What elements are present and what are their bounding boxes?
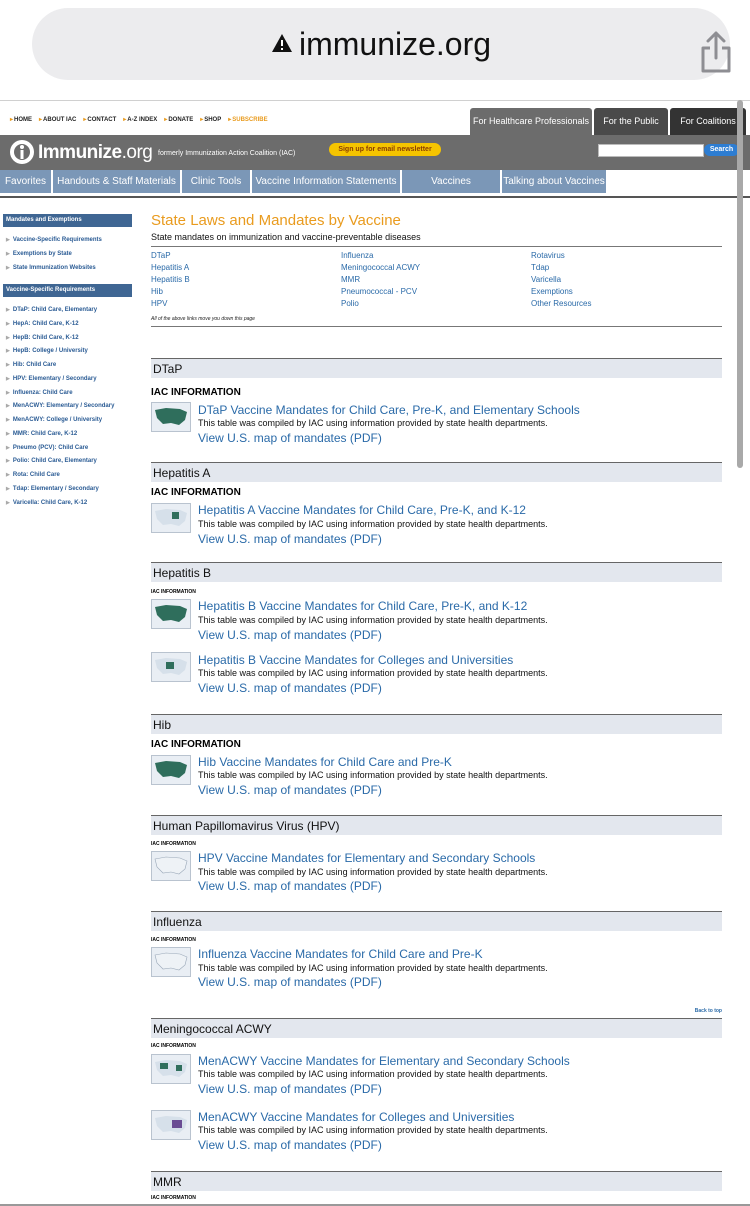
us-map-thumbnail[interactable] [151,947,191,977]
sidebar-link[interactable]: ▶ Rota: Child Care [6,472,60,478]
section-heading-text: Hib [153,718,172,732]
sidebar-link[interactable]: ▶ HepB: College / University [6,348,88,354]
sidebar-link[interactable]: ▶ Hib: Child Care [6,362,56,368]
jump-link-varicella[interactable]: Varicella [531,275,562,284]
mandate-document-link[interactable]: MenACWY Vaccine Mandates for Colleges and Universities [198,1110,515,1124]
util-contact-link[interactable]: ▸ CONTACT [83,116,116,123]
nav-talking-about-vaccines[interactable]: Talking about Vaccines [502,170,606,193]
item-description: This table was compiled by IAC using information provided by state health departments. [198,867,548,877]
divider [151,246,722,247]
divider [0,100,750,101]
map-pdf-link[interactable]: View U.S. map of mandates (PDF) [198,681,382,695]
section-heading-text: Meningococcal ACWY [153,1022,272,1036]
iac-info-label: IAC INFORMATION [151,937,196,943]
mandate-document-link[interactable]: Hepatitis B Vaccine Mandates for Colleges and Universities [198,653,514,667]
util-shop-link[interactable]: ▸ SHOP [200,116,221,123]
mandate-document-link[interactable]: DTaP Vaccine Mandates for Child Care, Pre-K, and Elementary Schools [198,403,580,417]
jump-link-rotavirus[interactable]: Rotavirus [531,251,565,260]
section-heading-text: Influenza [153,915,202,929]
item-description: This table was compiled by IAC using information provided by state health departments. [198,615,548,625]
sidebar-link[interactable]: ▶ DTaP: Child Care, Elementary [6,307,97,313]
nav-clinic-tools[interactable]: Clinic Tools [182,170,250,193]
section-heading-mmr [151,1171,722,1191]
item-description: This table was compiled by IAC using information provided by state health departments. [198,418,548,428]
logo-suffix-text: .org [121,142,153,163]
back-to-top-link[interactable]: Back to top [694,1008,722,1014]
item-description: This table was compiled by IAC using information provided by state health departments. [198,1069,548,1079]
jump-note: All of the above links move you down this page [151,316,255,322]
jump-link-tdap[interactable]: Tdap [531,263,550,272]
sidebar-link[interactable]: ▶ State Immunization Websites [6,265,96,271]
browser-toolbar [0,0,750,100]
section-heading-influenza [151,911,722,931]
iac-info-label: IAC INFORMATION [151,841,196,847]
logo-main-text: Immunize [38,142,122,163]
mandate-document-link[interactable]: Influenza Vaccine Mandates for Child Care and Pre-K [198,947,483,961]
page-subtitle: State mandates on immunization and vaccine-preventable diseases [151,232,421,242]
nav-vis[interactable]: Vaccine Information Statements [252,170,400,193]
warning-icon [271,33,293,53]
section-heading-hepatitis-b [151,562,722,582]
section-heading-text: Hepatitis B [153,566,212,580]
jump-link-dtap[interactable]: DTaP [151,251,171,260]
section-heading-text: Human Papillomavirus Virus (HPV) [153,819,340,833]
nav-handouts[interactable]: Handouts & Staff Materials [53,170,180,193]
jump-link-mmr[interactable]: MMR [341,275,361,284]
jump-link-pcv[interactable]: Pneumococcal - PCV [341,287,418,296]
sidebar-link[interactable]: ▶ MenACWY: Elementary / Secondary [6,403,114,409]
scrollbar[interactable] [737,100,743,468]
jump-link-hib[interactable]: Hib [151,287,164,296]
section-heading-hepatitis-a [151,462,722,482]
sidebar-link[interactable]: ▶ MenACWY: College / University [6,417,102,423]
mandate-document-link[interactable]: Hib Vaccine Mandates for Child Care and Pre-K [198,755,452,769]
util-donate-link[interactable]: ▸ DONATE [164,116,193,123]
map-pdf-link[interactable]: View U.S. map of mandates (PDF) [198,783,382,797]
sidebar-heading-mandates: Mandates and Exemptions [3,214,132,227]
search-input[interactable] [598,144,704,157]
item-description: This table was compiled by IAC using information provided by state health departments. [198,1125,548,1135]
address-bar[interactable] [32,8,730,80]
main-nav [0,170,750,198]
sidebar-link[interactable]: ▶ Polio: Child Care, Elementary [6,458,97,464]
us-map-thumbnail[interactable] [151,503,191,533]
sidebar-link[interactable]: ▶ Varicella: Child Care, K-12 [6,500,87,506]
item-description: This table was compiled by IAC using information provided by state health departments. [198,519,548,529]
us-map-thumbnail[interactable] [151,402,191,432]
item-description: This table was compiled by IAC using information provided by state health departments. [198,668,548,678]
map-pdf-link[interactable]: View U.S. map of mandates (PDF) [198,1138,382,1152]
tab-healthcare-professionals[interactable]: For Healthcare Professionals [470,108,592,135]
us-map-thumbnail[interactable] [151,755,191,785]
sidebar-link[interactable]: ▶ Influenza: Child Care [6,390,73,396]
sidebar-link[interactable]: ▶ Tdap: Elementary / Secondary [6,486,99,492]
site-logo[interactable] [38,142,152,164]
us-map-thumbnail[interactable] [151,1110,191,1140]
sidebar-link[interactable]: ▶ Vaccine-Specific Requirements [6,237,102,243]
iac-info-label: IAC INFORMATION [151,589,196,595]
nav-vaccines[interactable]: Vaccines [402,170,500,193]
us-map-thumbnail[interactable] [151,652,191,682]
iac-info-label: IAC INFORMATION [151,487,241,498]
map-pdf-link[interactable]: View U.S. map of mandates (PDF) [198,975,382,989]
tab-for-coalitions[interactable]: For Coalitions [670,108,746,135]
sidebar-link[interactable]: ▶ HepA: Child Care, K-12 [6,321,79,327]
section-heading-text: MMR [153,1175,182,1189]
mandate-document-link[interactable]: Hepatitis B Vaccine Mandates for Child Care, Pre-K, and K-12 [198,599,528,613]
jump-link-influenza[interactable]: Influenza [341,251,374,260]
site-header [0,135,750,170]
nav-favorites[interactable]: Favorites [0,170,51,193]
url-display[interactable] [32,26,730,63]
section-heading-hpv [151,815,722,835]
iac-info-label: IAC INFORMATION [151,1043,196,1049]
search-button[interactable]: Search [704,144,739,156]
sidebar-link[interactable]: ▶ Exemptions by State [6,251,72,257]
util-home-link[interactable]: ▸ HOME [10,116,32,123]
sidebar-link[interactable]: ▶ HepB: Child Care, K-12 [6,335,79,341]
map-pdf-link[interactable]: View U.S. map of mandates (PDF) [198,532,382,546]
tab-for-the-public[interactable]: For the Public [594,108,668,135]
section-heading-hib [151,714,722,734]
sidebar-link[interactable]: ▶ MMR: Child Care, K-12 [6,431,77,437]
section-heading-dtap [151,358,722,378]
iac-info-label: IAC INFORMATION [151,1195,196,1201]
iac-info-label: IAC INFORMATION [151,387,241,398]
url-text: immunize.org [298,26,492,62]
us-map-thumbnail[interactable] [151,599,191,629]
sidebar-link[interactable]: ▶ Pneumo (PCV): Child Care [6,445,88,451]
share-icon[interactable] [698,30,734,74]
mandate-document-link[interactable]: MenACWY Vaccine Mandates for Elementary and Secondary Schools [198,1054,570,1068]
iac-info-label: IAC INFORMATION [151,739,241,750]
map-pdf-link[interactable]: View U.S. map of mandates (PDF) [198,431,382,445]
map-pdf-link[interactable]: View U.S. map of mandates (PDF) [198,1082,382,1096]
item-description: This table was compiled by IAC using information provided by state health departments. [198,963,548,973]
us-map-thumbnail[interactable] [151,851,191,881]
util-az-index-link[interactable]: ▸ A-Z INDEX [123,116,157,123]
util-about-link[interactable]: ▸ ABOUT IAC [39,116,76,123]
jump-link-hpv[interactable]: HPV [151,299,168,308]
divider [151,326,722,327]
jump-link-other-resources[interactable]: Other Resources [531,299,592,308]
jump-link-hepa[interactable]: Hepatitis A [151,263,190,272]
mandate-document-link[interactable]: Hepatitis A Vaccine Mandates for Child Care, Pre-K, and K-12 [198,503,526,517]
jump-link-exemptions[interactable]: Exemptions [531,287,573,296]
mandate-document-link[interactable]: HPV Vaccine Mandates for Elementary and Secondary Schools [198,851,536,865]
jump-link-polio[interactable]: Polio [341,299,359,308]
utility-nav [10,116,275,126]
newsletter-signup-button[interactable]: Sign up for email newsletter [329,143,441,156]
logo-icon [10,140,34,164]
sidebar-heading-requirements: Vaccine-Specific Requirements [3,284,132,297]
map-pdf-link[interactable]: View U.S. map of mandates (PDF) [198,628,382,642]
us-map-thumbnail[interactable] [151,1054,191,1084]
sidebar [0,196,140,1206]
section-heading-menacwy [151,1018,722,1038]
jump-link-hepb[interactable]: Hepatitis B [151,275,190,284]
page-title: State Laws and Mandates by Vaccine [151,212,401,229]
formerly-text: formerly Immunization Action Coalition (IAC) [158,150,296,157]
util-subscribe-link[interactable]: ▸ SUBSCRIBE [228,116,267,123]
jump-link-menacwy[interactable]: Meningococcal ACWY [341,263,421,272]
sidebar-link[interactable]: ▶ HPV: Elementary / Secondary [6,376,97,382]
item-description: This table was compiled by IAC using information provided by state health departments. [198,770,548,780]
map-pdf-link[interactable]: View U.S. map of mandates (PDF) [198,879,382,893]
section-heading-text: Hepatitis A [153,466,211,480]
section-heading-text: DTaP [153,362,183,376]
